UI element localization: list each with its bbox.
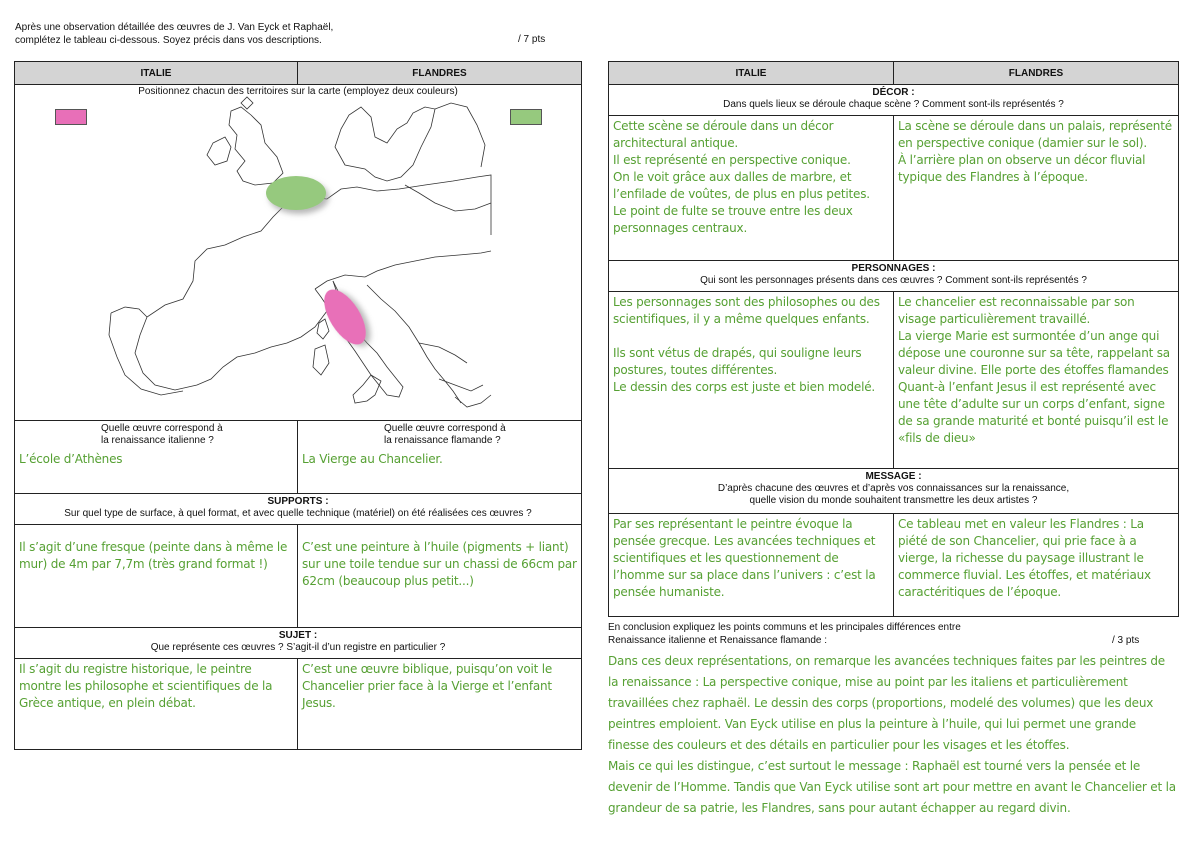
oeuvre-question-left-line2: la renaissance italienne ? xyxy=(101,435,214,446)
oeuvre-question-left-line1: Quelle œuvre correspond à xyxy=(101,423,223,434)
supports-answer-left: Il s’agit d’une fresque (peinte dans à même le mur) de 4m par 7,7m (très grand format !) xyxy=(15,525,298,628)
conclusion-answer xyxy=(608,651,1178,819)
personnages-answer-right: Le chancelier est reconnaissable par son visage particulièrement travaillé. La vierge Marie est surmontée d’un ange qui dépose une couronne sur sa tête, rappelant sa valeur divine. Elle porte des étoffes flamandes Quant-à l’enfant Jesus il est représenté avec une tête d’adulte sur un corps d’enfant, signe de sa grande maturité et bonté puisqu’il est le «fils de dieu» xyxy=(894,292,1179,469)
message-question-cell xyxy=(609,469,1179,514)
message-answer-left: Par ses représentant le peintre évoque la pensée grecque. Les avancées techniques et scientifiques et les questionnement de l’homme sur sa place dans l’univers : c’est la pensée humaniste. xyxy=(609,514,894,617)
decor-question: Dans quels lieux se déroule chaque scène ? Comment sont-ils représentés ? xyxy=(723,99,1064,110)
oeuvre-answer-left: L’école d’Athènes xyxy=(19,452,123,466)
right-worksheet-table xyxy=(608,61,1179,617)
personnages-question-cell xyxy=(609,261,1179,292)
conclusion-answer-paragraph-1: Dans ces deux représentations, on remarque les avancées techniques faites par les peintres de la renaissance : La perspective conique, mise au point par les italiens et particulièrement travaillées chez raphaël. Le dessin des corps (proportions, modelé des volumes) que les deux peintres emploient. Van Eyck utilise en plus la peinture à l’huile, qui lui permet une grande finesse des couleurs et des détails en particulier pour les visages et les étoffes. xyxy=(608,654,1165,752)
oeuvre-cell-right xyxy=(298,421,582,494)
decor-answer-right: La scène se déroule dans un palais, représenté en perspective conique (damier sur le sol). À l’arrière plan on observe un décor fluvial typique des Flandres à l’époque. xyxy=(894,116,1179,261)
decor-title: DÉCOR : xyxy=(872,87,915,98)
flandres-map-marker xyxy=(266,176,326,210)
europe-map xyxy=(15,85,582,420)
map-instruction: Positionnez chacun des territoires sur la carte (employez deux couleurs) xyxy=(138,86,458,97)
message-question-line1: D’après chacune des œuvres et d’après vos connaissances sur la renaissance, xyxy=(717,483,1070,494)
supports-title: SUPPORTS : xyxy=(267,496,329,507)
message-title: MESSAGE : xyxy=(865,471,922,482)
message-question-line2: quelle vision du monde souhaitent transmettre les deux artistes ? xyxy=(749,495,1038,506)
oeuvre-cell-left xyxy=(15,421,298,494)
sujet-question-cell xyxy=(15,628,582,659)
intro-line-2: complétez le tableau ci-dessous. Soyez précis dans vos descriptions. xyxy=(15,35,322,46)
oeuvre-question-left xyxy=(15,421,297,449)
conclusion-prompt xyxy=(608,621,1178,647)
personnages-question: Qui sont les personnages présents dans ces œuvres ? Comment sont-ils représentés ? xyxy=(700,275,1087,286)
sujet-answer-left: Il s’agit du registre historique, le peintre montre les philosophe et scientifiques de la Grèce antique, en plein débat. xyxy=(15,659,298,750)
sujet-answer-right: C’est une œuvre biblique, puisqu’on voit le Chancelier prier face à la Vierge et l’enfant Jesus. xyxy=(298,659,582,750)
sujet-question: Que représente ces œuvres ? S’agit-il d’un registre en particulier ? xyxy=(150,642,446,653)
oeuvre-question-right-line1: Quelle œuvre correspond à xyxy=(384,423,506,434)
map-coastlines xyxy=(109,97,491,407)
column-header-flandres-right: FLANDRES xyxy=(894,62,1179,85)
column-header-flandres: FLANDRES xyxy=(298,62,582,85)
oeuvre-answer-right: La Vierge au Chancelier. xyxy=(302,452,443,466)
conclusion-prompt-line1: En conclusion expliquez les points communs et les principales différences entre xyxy=(608,622,961,633)
decor-answer-left: Cette scène se déroule dans un décor architectural antique. Il est représenté en perspective conique. On le voit grâce aux dalles de marbre, et l’enfilade de voûtes, de plus en plus petites. Le point de fulte se trouve entre les deux personnages centraux. xyxy=(609,116,894,261)
decor-question-cell xyxy=(609,85,1179,116)
column-header-italie-right: ITALIE xyxy=(609,62,894,85)
message-answer-right: Ce tableau met en valeur les Flandres : La piété de son Chancelier, qui prie face à a vierge, la richesse du paysage illustrant le commerce fluvial. Les étoffes, et matériaux caractéritiques de l’époque. xyxy=(894,514,1179,617)
supports-question-cell xyxy=(15,494,582,525)
personnages-title: PERSONNAGES : xyxy=(851,263,936,274)
oeuvre-question-right-line2: la renaissance flamande ? xyxy=(384,435,501,446)
map-cell xyxy=(15,85,582,421)
conclusion-prompt-line2: Renaissance italienne et Renaissance flamande : xyxy=(608,635,828,646)
conclusion-points: / 3 pts xyxy=(1112,635,1140,646)
personnages-answer-left: Les personnages sont des philosophes ou des scientifiques, il y a même quelques enfants. Ils sont vétus de drapés, qui souligne leurs postures, toutes différentes. Le dessin des corps est juste et bien modelé. xyxy=(609,292,894,469)
oeuvre-question-right xyxy=(298,421,581,449)
conclusion-answer-paragraph-2: Mais ce qui les distingue, c’est surtout le message : Raphaël est tourné vers la pensée et le devenir de l’Homme. Tandis que Van Eyck utilise sont art pour mettre en avant le Chancelier et la grandeur de sa patrie, les Flandres, sans pour autant échapper au regard divin. xyxy=(608,759,1176,815)
supports-answer-right: C’est une peinture à l’huile (pigments + liant) sur une toile tendue sur un chassi de 66cm par 62cm (beaucoup plus petit...) xyxy=(298,525,582,628)
column-header-italie: ITALIE xyxy=(15,62,298,85)
left-worksheet-table xyxy=(14,61,582,750)
sujet-title: SUJET : xyxy=(278,630,318,641)
supports-question: Sur quel type de surface, à quel format, et avec quelle technique (matériel) on été réalisées ces œuvres ? xyxy=(64,508,532,519)
intro-line-1: Après une observation détaillée des œuvres de J. Van Eyck et Raphaël, xyxy=(15,22,334,33)
intro-instructions xyxy=(15,21,575,47)
intro-points: / 7 pts xyxy=(518,34,546,45)
